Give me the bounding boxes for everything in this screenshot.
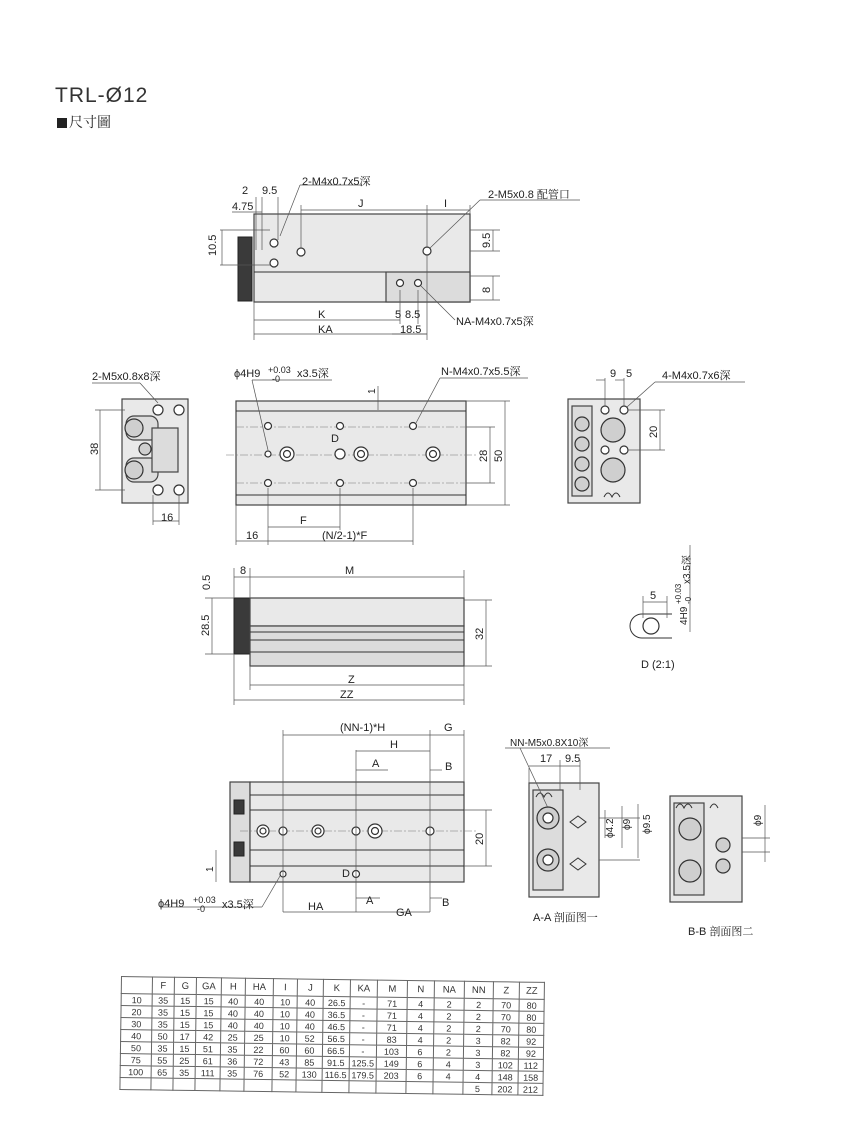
dimension-table [119,976,545,1096]
table-header-cell: KA [350,980,377,997]
table-cell: 52 [272,1068,296,1080]
mount-hole [601,406,609,414]
table-cell: 10 [273,996,297,1008]
counterbore-inner [358,451,365,458]
counterbore-inner [284,451,291,458]
table-header-cell: NA [434,981,464,998]
table-header-cell: M [377,980,407,997]
table-cell: 4 [407,1033,434,1045]
table-cell: 36.5 [323,1008,350,1020]
dim-label: A [372,758,380,770]
port-hole [174,405,184,415]
side-view [200,565,492,705]
pin-hole [335,449,345,459]
bottom-view [158,722,492,919]
table-cell: 2 [464,998,493,1010]
dim-label: A [366,895,374,907]
table-cell: 92 [519,1035,544,1047]
bore [679,860,701,882]
callout-note: x3.5深 [222,899,254,911]
table-cell: 42 [196,1031,221,1043]
bore [575,417,589,431]
dim-label: 20 [474,832,486,845]
table-cell: 71 [377,1021,407,1033]
dim-label: 28.5 [200,614,212,636]
table-cell: 15 [196,995,221,1007]
table-cell: 212 [518,1083,543,1095]
port-hole [153,485,163,495]
dim-label: 4H9 [679,606,690,625]
table-cell: 35 [151,1042,173,1054]
mount-hole [337,480,344,487]
table-cell: 4 [433,1070,463,1082]
table-cell: 40 [121,1030,152,1042]
callout-note: 2-M5x0.8 配管口 [488,189,570,201]
table-cell: 25 [173,1054,195,1066]
mount-hole [265,423,272,430]
table-cell: 76 [244,1067,272,1079]
dim-label: GA [396,907,412,919]
callout-note: +0.03 [268,365,291,375]
dim-label: HA [308,901,324,913]
table-cell: 112 [518,1059,543,1071]
dim-label: 16 [161,512,174,524]
dim-label: ϕ9.5 [642,814,653,834]
table-cell: 40 [297,996,323,1008]
table-cell [151,1078,173,1090]
table-cell: 82 [493,1035,519,1047]
table-cell [406,1081,433,1093]
table-cell: 4 [463,1070,492,1082]
table-cell: 72 [244,1055,272,1067]
dim-label: -0 [684,596,693,604]
table-cell: 85 [296,1056,322,1068]
table-cell: 71 [377,1009,407,1021]
counterbore-inner [430,451,437,458]
table-cell: 40 [297,1008,323,1020]
dim-label: 5 [395,309,402,321]
callout-note: ϕ4H9 [158,898,185,910]
table-cell [349,1081,376,1093]
table-cell: 60 [272,1044,296,1056]
table-cell: 66.5 [322,1044,349,1056]
table-cell: 4 [433,1058,463,1070]
table-cell: 40 [297,1020,323,1032]
table-header-cell: NN [464,981,493,998]
dim-label: +0.03 [674,583,683,604]
mount-hole [270,239,278,247]
table-header-cell: G [174,977,196,994]
table-cell: 35 [152,1006,174,1018]
dim-label: M [345,565,355,577]
callout-note: N-M4x0.7x5.5深 [441,366,521,378]
callout-note: -0 [272,374,281,384]
bore [125,419,143,437]
table-cell: 35 [152,1018,174,1030]
table-cell: 2 [434,1034,464,1046]
table-cell: 46.5 [323,1020,350,1032]
section-aa [505,737,653,924]
table-header-cell: GA [196,978,221,995]
table-cell: 4 [407,997,434,1009]
callout-note: 2-M4x0.7x5深 [302,176,371,188]
table-header-cell: ZZ [519,982,544,999]
table-cell: 35 [220,1043,244,1055]
bore [125,461,143,479]
section-bb [670,796,770,938]
bore [716,859,730,873]
table-cell: 202 [492,1083,518,1095]
bore [601,458,625,482]
dim-label: 0.5 [201,574,213,590]
top-view [207,175,580,340]
table-cell: 10 [121,994,152,1006]
dim-label: KA [318,324,333,336]
table-cell: 3 [464,1034,493,1046]
table-cell: 80 [519,1023,544,1035]
dim-label: 32 [474,627,486,640]
table-cell: 102 [492,1059,518,1071]
dim-label: F [300,515,307,527]
detail-caption: D (2:1) [641,659,675,671]
dim-label: I [444,198,448,210]
table-cell: 70 [493,999,519,1011]
table-cell: 2 [434,1022,464,1034]
table-cell: 80 [519,1011,544,1023]
table-cell: 3 [463,1046,492,1058]
table-cell: 4 [407,1009,434,1021]
section-heading-text: 尺寸圖 [69,115,111,131]
table-cell: 70 [493,1011,519,1023]
table-header-cell: Z [493,982,519,999]
dim-label: 8 [240,565,247,577]
table-cell: 51 [195,1043,220,1055]
table-cell: - [350,1021,377,1033]
bottom-view-stop [234,842,244,856]
table-cell: - [350,1009,377,1021]
table-cell: 203 [376,1069,406,1081]
table-cell: 5 [463,1082,492,1094]
table-cell: 130 [296,1068,322,1080]
mount-hole [601,446,609,454]
port-hole [423,247,431,255]
bottom-view-end-plate [230,782,250,882]
dim-label: 20 [648,425,660,438]
table-cell: 71 [377,997,407,1009]
dim-label: 2 [242,185,249,197]
dim-label: 16 [246,530,259,542]
dim-label: x3.5深 [682,555,693,584]
bore [679,818,701,840]
table-cell [272,1080,296,1092]
bore-inner [543,813,553,823]
detail-label: D [342,868,350,880]
table-cell: 52 [297,1032,323,1044]
table-cell: 35 [152,994,174,1006]
mount-hole [337,423,344,430]
bore [601,418,625,442]
section-aa-rail [533,790,563,890]
table-header-cell: I [273,979,297,996]
table-header-cell: N [407,981,434,998]
dim-label: K [318,309,326,321]
dim-label: 9.5 [262,185,278,197]
dim-label: 10.5 [207,234,219,256]
table-cell: 103 [376,1045,406,1057]
mount-hole [410,423,417,430]
top-view-port-block [386,272,470,302]
table-cell: 70 [493,1023,519,1035]
dim-label: 9.5 [481,232,493,248]
table-cell: - [349,1045,376,1057]
table-cell: - [350,997,377,1009]
detail-d [630,545,693,671]
callout-note: 2-M5x0.8x8深 [92,371,161,383]
table-cell: - [350,1033,377,1045]
bottom-view-stop [234,800,244,814]
table-cell: 15 [174,1018,196,1030]
dim-label: ϕ4.2 [605,818,616,838]
table-cell: 17 [174,1030,196,1042]
table-cell: 15 [196,1019,221,1031]
table-cell: 4 [407,1021,434,1033]
dim-label: 50 [493,449,505,462]
table-cell [376,1081,406,1093]
table-cell: 26.5 [323,996,350,1008]
dim-label: Z [348,674,355,686]
table-cell: 30 [121,1018,152,1030]
table-cell [120,1077,151,1089]
table-cell: 111 [195,1067,220,1079]
pin-hole [265,451,271,457]
callout-note: x3.5深 [297,368,329,380]
mount-hole [620,406,628,414]
dim-label: H [390,739,398,751]
mount-hole [397,280,404,287]
dim-label: J [358,198,364,210]
table-cell: 55 [151,1054,173,1066]
bore [575,437,589,451]
bore [139,443,151,455]
table-cell [322,1080,349,1092]
dim-label: 1 [367,388,378,394]
dim-label: 17 [540,753,553,765]
table-cell: 6 [406,1069,433,1081]
dim-label: 8 [481,286,493,293]
bore-inner [543,855,553,865]
table-header-cell: F [152,977,174,994]
table-cell: 40 [221,995,245,1007]
dim-label: 8.5 [405,309,421,321]
table-cell: 25 [221,1031,245,1043]
table-cell: 148 [492,1071,518,1083]
table-cell: 40 [221,1019,245,1031]
dim-label: 5 [626,368,633,380]
table-cell: 20 [121,1006,152,1018]
section-caption: B-B 剖面图二 [688,926,754,938]
table-cell: 6 [406,1057,433,1069]
callout-note: ϕ4H9 [234,368,261,380]
mount-hole [297,248,305,256]
dim-label: 9.5 [565,753,581,765]
table-cell: 125.5 [349,1057,376,1069]
table-cell: 65 [151,1066,173,1078]
table-cell [195,1079,220,1091]
table-cell: 50 [120,1042,151,1054]
dim-label: ZZ [340,689,354,701]
callout-note: NN-M5x0.8X10深 [510,738,589,749]
table-cell: 91.5 [322,1056,349,1068]
callout-note: 4-M4x0.7x6深 [662,370,731,382]
table-cell: 25 [245,1031,273,1043]
table-cell: 2 [434,998,464,1010]
pin-hole [643,618,659,634]
side-view-upper [250,598,464,626]
table-cell: 3 [463,1058,492,1070]
table-cell: 2 [433,1046,463,1058]
table-body [120,994,544,1096]
table-cell [244,1079,272,1091]
table-cell: 15 [173,1042,195,1054]
dim-label: 28 [478,449,490,462]
table-cell: 2 [464,1010,493,1022]
table-cell: 36 [220,1055,244,1067]
table-cell: 10 [273,1020,297,1032]
dim-label: 5 [650,590,657,602]
table-cell: 40 [245,1019,273,1031]
dim-label: (N/2-1)*F [322,530,368,542]
table-cell [296,1080,322,1092]
dim-label: ϕ9 [622,818,633,830]
dim-label: B [442,897,450,909]
dim-label: G [444,722,453,734]
table-cell: 10 [273,1032,297,1044]
port-hole [174,485,184,495]
port-hole [153,405,163,415]
mount-hole [415,280,422,287]
top-view-end-plate [238,237,252,301]
table-cell: 60 [296,1044,322,1056]
table-cell [433,1082,463,1094]
plan-view [226,365,528,545]
table-cell: 40 [245,1007,273,1019]
table-cell: 158 [518,1071,543,1083]
table-cell: 116.5 [322,1068,349,1080]
table-cell: 56.5 [323,1032,350,1044]
table-cell: 83 [377,1033,407,1045]
dim-label: 18.5 [400,324,422,336]
table-cell: 15 [174,994,196,1006]
table-header-cell: H [221,978,245,995]
page-title: TRL-Ø12 [55,84,149,107]
table-cell: 61 [195,1055,220,1067]
table-header-cell: K [323,979,350,996]
table-cell: 75 [120,1053,151,1065]
mount-hole [265,480,272,487]
table-cell: 2 [464,1022,493,1034]
dim-label: (NN-1)*H [340,722,386,734]
bore [575,477,589,491]
section-caption: A-A 剖面图一 [533,912,598,924]
table-cell: 10 [273,1008,297,1020]
table-cell: 40 [221,1007,245,1019]
mount-hole [410,480,417,487]
callout-note: -0 [197,904,206,914]
bore [716,838,730,852]
table-cell: 2 [434,1010,464,1022]
table-header-cell: J [297,979,323,996]
bore [575,457,589,471]
table-cell: 179.5 [349,1069,376,1081]
dim-label: 9 [610,368,617,380]
table-cell [173,1078,195,1090]
mount-hole [270,259,278,267]
table-cell: 40 [245,995,273,1007]
table-header-cell [121,977,152,994]
dim-label: B [445,761,453,773]
table-cell: 43 [272,1056,296,1068]
table-cell [220,1079,244,1091]
table-header-cell: HA [245,978,273,995]
end-view-left-block [152,428,178,472]
dim-label: 4.75 [232,201,254,213]
table-cell: 80 [519,999,544,1011]
table-cell: 35 [220,1067,244,1079]
table-cell: 15 [174,1006,196,1018]
side-view-end-plate [234,598,250,654]
mount-hole [620,446,628,454]
counterbore-inner [372,828,379,835]
counterbore-inner [260,828,266,834]
end-view-left [89,370,188,525]
table-cell: 22 [244,1043,272,1055]
table-cell: 100 [120,1065,151,1077]
table-cell: 92 [518,1047,543,1059]
callout-note: NA-M4x0.7x5深 [456,316,534,328]
dim-label: ϕ9 [753,814,764,826]
detail-label: D [331,433,339,445]
dim-label: 38 [89,442,101,455]
table-cell: 6 [406,1045,433,1057]
table-cell: 50 [152,1030,174,1042]
dim-label: 1 [205,866,216,872]
end-view-right [568,368,745,503]
table-cell: 82 [492,1047,518,1059]
table-cell: 15 [196,1007,221,1019]
callout-note: +0.03 [193,895,216,905]
counterbore-inner [315,828,321,834]
table-cell: 35 [173,1066,195,1078]
table-cell: 149 [376,1057,406,1069]
